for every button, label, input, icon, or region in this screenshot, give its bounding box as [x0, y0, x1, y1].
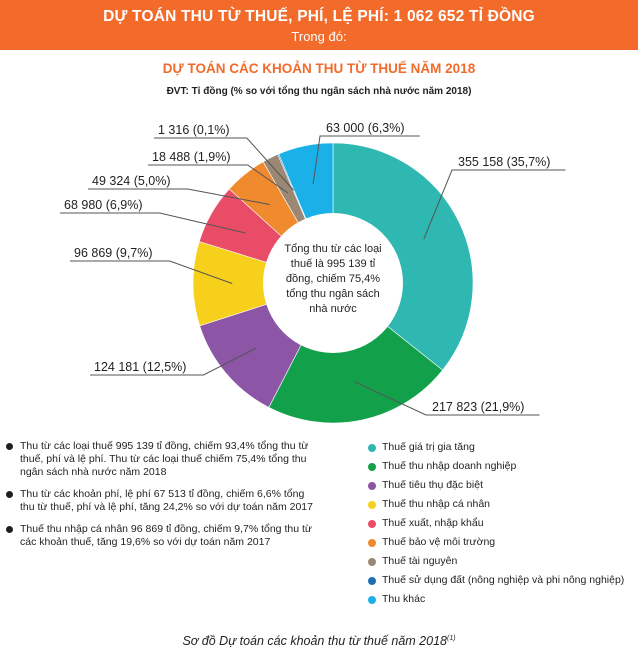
legend-item: [366, 555, 638, 574]
legend-swatch: [368, 520, 376, 528]
legend-label: Thu khác: [382, 593, 426, 605]
center-text-line: tổng thu ngân sách: [286, 288, 380, 300]
data-label: 96 869 (9,7%): [74, 246, 153, 260]
data-label: 355 158 (35,7%): [458, 155, 551, 169]
chart-legend: [366, 441, 638, 612]
note-item: [4, 488, 316, 514]
legend-label: Thuế xuất, nhập khẩu: [382, 517, 484, 529]
center-text-line: Tổng thu từ các loại: [284, 243, 382, 255]
legend-swatch: [368, 444, 376, 452]
caption-text: Sơ đồ Dự toán các khoản thu từ thuế năm 2018: [182, 634, 447, 648]
data-label: 217 823 (21,9%): [432, 400, 525, 414]
legend-label: Thuế giá trị gia tăng: [382, 441, 475, 453]
center-text-line: nhà nước: [309, 303, 357, 315]
legend-item: [366, 574, 638, 593]
data-label: 1 316 (0,1%): [158, 123, 230, 137]
legend-item: [366, 517, 638, 536]
header-subtitle: Trong đó:: [291, 29, 347, 44]
legend-swatch: [368, 539, 376, 547]
notes-list: [4, 440, 316, 558]
note-item: [4, 523, 316, 549]
bullet-icon: [6, 526, 13, 533]
legend-label: Thuế tài nguyên: [382, 555, 458, 567]
legend-item: [366, 498, 638, 517]
chart-unit-label: ĐVT: Tỉ đồng (% so với tổng thu ngân sách nhà nước năm 2018): [166, 86, 472, 97]
center-text-line: đồng, chiếm 75,4%: [285, 273, 381, 285]
legend-item: [366, 479, 638, 498]
header-banner: [0, 0, 638, 50]
legend-label: Thuế sử dụng đất (nông nghiệp và phi nông nghiệp): [382, 574, 625, 586]
legend-item: [366, 441, 638, 460]
legend-label: Thuế thu nhập cá nhân: [382, 498, 491, 510]
legend-item: [366, 536, 638, 555]
legend-swatch: [368, 463, 376, 471]
center-text-line: thuế là 995 139 tỉ: [290, 258, 376, 270]
legend-swatch: [368, 596, 376, 604]
data-label: 63 000 (6,3%): [326, 121, 405, 135]
note-item: [4, 440, 316, 479]
data-label: 68 980 (6,9%): [64, 198, 143, 212]
legend-label: Thuế tiêu thụ đặc biệt: [382, 479, 483, 491]
note-text: Thuế thu nhập cá nhân 96 869 tỉ đồng, chiếm 9,7% tổng thu từ các khoản thuế, tăng 19,6% so với dự toán năm 2017: [20, 523, 312, 548]
bullet-icon: [6, 443, 13, 450]
legend-label: Thuế thu nhập doanh nghiệp: [382, 460, 517, 472]
chart-title: DỰ TOÁN CÁC KHOẢN THU TỪ THUẾ NĂM 2018: [162, 61, 476, 76]
note-text: Thu từ các khoản phí, lệ phí 67 513 tỉ đồng, chiếm 6,6% tổng thu từ thuế, phí và lệ phí, tăng 24,2% so với dự toán năm 2017: [20, 488, 313, 513]
header-title: DỰ TOÁN THU TỪ THUẾ, PHÍ, LỆ PHÍ: 1 062 652 TỈ ĐỒNG: [103, 8, 535, 25]
caption-footnote: (1): [446, 634, 456, 642]
legend-swatch: [368, 577, 376, 585]
figure-caption: [0, 634, 638, 648]
note-text: Thu từ các loại thuế 995 139 tỉ đồng, chiếm 93,4% tổng thu từ thuế, phí và lệ phí. Thu từ các loại thuế chiếm 75,4% tổng thu ngân sách nhà nước năm 2018: [20, 440, 309, 478]
legend-swatch: [368, 482, 376, 490]
data-label: 124 181 (12,5%): [94, 360, 187, 374]
legend-item: [366, 593, 638, 612]
legend-swatch: [368, 501, 376, 509]
legend-item: [366, 460, 638, 479]
data-label: 49 324 (5,0%): [92, 174, 171, 188]
legend-label: Thuế bảo vệ môi trường: [382, 536, 496, 548]
donut-chart: [0, 100, 638, 430]
bullet-icon: [6, 491, 13, 498]
data-label: 18 488 (1,9%): [152, 150, 231, 164]
legend-swatch: [368, 558, 376, 566]
